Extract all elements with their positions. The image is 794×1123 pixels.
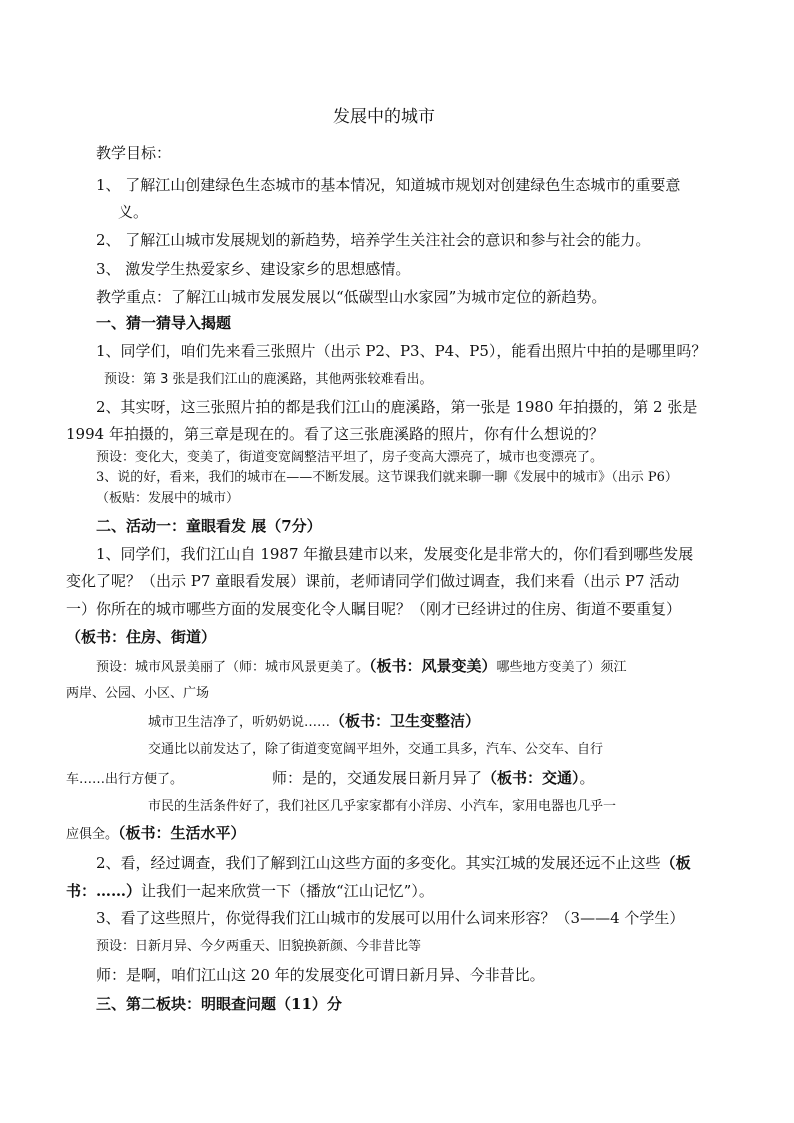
board-note: （板书：风景变美） [369,657,497,675]
paragraph: 一）你所在的城市哪些方面的发展变化令人瞩目呢？（刚才已经讲过的住房、街道不要重复） [66,600,682,618]
preset-answer [148,711,480,733]
paragraph-text: 2、看，经过调查，我们了解到江山这些方面的多变化。其实江城的发展还远不止这些 [96,854,661,872]
preset-answer: 预设：变化大，变美了，街道变宽阔整洁平坦了，房子变高大漂亮了，城市也变漂亮了。 [96,450,604,465]
paragraph-text: 让我们一起来欣赏一下（播放“江山记忆”）。 [141,882,434,900]
board-note: （板贴：发展中的城市） [96,491,240,506]
teacher-remark [272,768,595,788]
preset-text: 应俱全。 [66,827,119,842]
board-note: （板书：卫生变整洁） [330,712,481,730]
preset-answer: 预设：第 3 张是我们江山的鹿溪路，其他两张较难看出。 [104,372,433,387]
paragraph: 变化了呢？（出示 P7 童眼看发展）课前，老师请同学们做过调查，我们来看（出示 P7 活动 [66,572,680,590]
section-heading: 三、第二板块：明眼查问题（11）分 [96,995,342,1013]
paragraph: 3、说的好，看来，我们的城市在——不断发展。这节课我们就来聊一聊《发展中的城市》（出示 P6） [96,470,678,485]
board-note: （板 [660,854,691,872]
paragraph: 1、同学们，我们江山自 1987 年撤县建市以来，发展变化是非常大的，你们看到哪些发展 [96,545,694,563]
board-note: 书：……） [66,882,142,900]
board-note: （板书：交通） [482,769,580,787]
section-heading: 一、猜一猜导入揭题 [96,314,232,332]
preset-answer [96,656,627,678]
teacher-remark: 师：是啊，咱们江山这 20 年的发展变化可谓日新月异、今非昔比。 [96,966,545,984]
preset-answer: 预设：日新月异、今夕两重天、旧貌换新颜、今非昔比等 [96,939,422,954]
paragraph [66,881,434,901]
preset-answer [66,823,246,845]
preset-answer: 两岸、公园、小区、广场 [66,686,210,701]
goals-heading: 教学目标： [96,144,172,162]
preset-answer: 市民的生活条件好了，我们社区几乎家家都有小洋房、小汽车，家用电器也几乎一 [148,799,617,814]
teaching-focus: 教学重点：了解江山城市发展发展以“低碳型山水家园”为城市定位的新趋势。 [96,288,607,306]
paragraph: 1、同学们，咱们先来看三张照片（出示 P2、P3、P4、P5），能看出照片中拍的是哪里吗？ [96,342,707,360]
goal-item: 义。 [118,203,149,221]
board-note: （板书：生活水平） [118,824,246,842]
paragraph: 3、看了这些照片，你觉得我们江山城市的发展可以用什么词来形容？（3——4 个学生） [96,909,685,927]
preset-text: 预设：城市风景美丽了（师：城市风景更美了。 [96,660,370,675]
page-title: 发展中的城市 [333,107,435,127]
paragraph: 1994 年拍摄的，第三章是现在的。看了这三张鹿溪路的照片，你有什么想说的？ [66,425,604,443]
goal-item: 3、 激发学生热爱家乡、建设家乡的思想感情。 [96,260,411,278]
teacher-text: 。 [579,769,595,787]
paragraph [96,853,691,873]
preset-answer [66,768,183,790]
preset-answer: 交通比以前发达了，除了街道变宽阔平坦外，交通工具多，汽车、公交车、自行 [148,742,604,757]
preset-text: 车……出行方便了。 [66,772,184,787]
preset-text: 城市卫生洁净了，听奶奶说…… [148,715,331,730]
goal-item: 2、 了解江山城市发展规划的新趋势，培养学生关注社会的意识和参与社会的能力。 [96,231,651,249]
paragraph: 2、其实呀，这三张照片拍的都是我们江山的鹿溪路，第一张是 1980 年拍摄的，第 2 张是 [96,398,698,416]
goal-item: 1、 了解江山创建绿色生态城市的基本情况，知道城市规划对创建绿色生态城市的重要意 [96,176,681,194]
board-note: （板书：住房、街道） [66,628,217,646]
teacher-text: 师：是的，交通发展日新月异了 [272,769,483,787]
preset-text: 哪些地方变美了）须江 [496,660,627,675]
section-heading: 二、活动一：童眼看发 展（7分） [96,517,322,535]
